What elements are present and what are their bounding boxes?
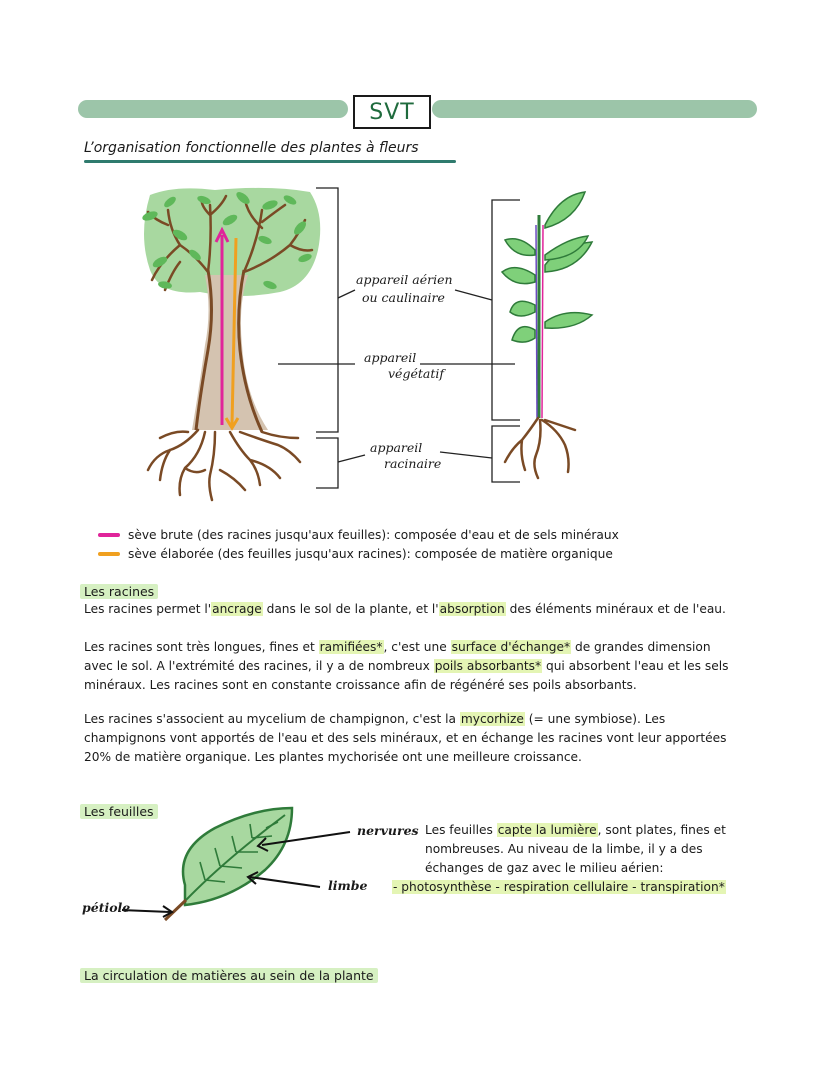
highlight-processes: - photosynthèse - respiration cellulaire - transpiration* xyxy=(393,880,725,894)
page-title: SVT xyxy=(353,95,431,129)
racines-paragraph-1 xyxy=(84,600,784,619)
label-ou-caulinaire: ou caulinaire xyxy=(362,290,445,305)
text-line: champignons vont apportés de l'eau et des sels minéraux, et en échange les racines vont leur apportées xyxy=(84,731,727,745)
text-line xyxy=(425,821,755,840)
label-appareil-aerien: appareil aérien xyxy=(356,272,453,287)
label-limbe: limbe xyxy=(328,878,368,893)
text-line: 20% de matière organique. Les plantes mychorisée ont une meilleure croissance. xyxy=(84,750,582,764)
header-bar-right xyxy=(432,100,757,118)
text-run: avec le sol. A l'extrémité des racines, il y a de nombreux xyxy=(84,659,434,673)
legend-swatch-brute xyxy=(98,533,120,537)
text-run: des éléments minéraux et de l'eau. xyxy=(505,602,726,616)
feuilles-processes xyxy=(392,878,726,897)
tree-illustration xyxy=(141,188,320,500)
text-run: Les racines sont très longues, fines et xyxy=(84,640,319,654)
text-line: échanges de gaz avec le milieu aérien: xyxy=(425,861,664,875)
legend-brute: sève brute (des racines jusqu'aux feuilles): composée d'eau et de sels minéraux xyxy=(128,528,619,542)
highlight-poils-absorbants: poils absorbants* xyxy=(434,659,542,673)
label-nervures: nervures xyxy=(357,823,419,838)
section-title-feuilles: Les feuilles xyxy=(80,804,158,819)
section-title-racines: Les racines xyxy=(80,584,158,599)
legend-elaboree: sève élaborée (des feuilles jusqu'aux racines): composée de matière organique xyxy=(128,547,613,561)
highlight-capte-lumiere: capte la lumière xyxy=(497,823,597,837)
label-petiole: pétiole xyxy=(82,900,131,915)
label-racinaire: racinaire xyxy=(384,456,442,471)
section-subtitle: L’organisation fonctionnelle des plantes à fleurs xyxy=(84,140,419,156)
text-run: qui absorbent l'eau et les sels xyxy=(542,659,729,673)
small-plant-illustration xyxy=(502,192,592,478)
highlight-absorption: absorption xyxy=(439,602,505,616)
racines-paragraph-2 xyxy=(84,638,784,695)
highlight-surface-echange: surface d'échange* xyxy=(451,640,571,654)
section-title-circulation: La circulation de matières au sein de la plante xyxy=(80,968,378,983)
text-line xyxy=(84,657,784,676)
text-run: de grandes dimension xyxy=(571,640,711,654)
feuilles-text xyxy=(425,821,755,878)
text-run: Les feuilles xyxy=(425,823,497,837)
label-appareil-vegetatif: appareil xyxy=(364,350,417,365)
label-appareil-racinaire: appareil xyxy=(370,440,423,455)
subtitle-underline xyxy=(84,160,456,163)
text-run: Les racines s'associent au mycelium de champignon, c'est la xyxy=(84,712,460,726)
text-run: (= une symbiose). Les xyxy=(524,712,666,726)
highlight-ancrage: ancrage xyxy=(212,602,262,616)
text-line: minéraux. Les racines sont en constante croissance afin de régénéré ses poils absorbants. xyxy=(84,678,637,692)
highlight-mycorhize: mycorhize xyxy=(460,712,524,726)
legend-swatch-elaboree xyxy=(98,552,120,556)
text-line xyxy=(84,710,784,729)
header-bar-left xyxy=(78,100,348,118)
text-line xyxy=(84,638,784,657)
label-vegetatif: végétatif xyxy=(388,366,444,381)
text-run: Les racines permet l' xyxy=(84,602,212,616)
highlight-ramifiees: ramifiées* xyxy=(319,640,383,654)
text-run: dans le sol de la plante, et l' xyxy=(262,602,439,616)
text-run: , c'est une xyxy=(383,640,451,654)
leaf-diagram xyxy=(0,800,420,930)
racines-paragraph-3 xyxy=(84,710,784,767)
text-line: nombreuses. Au niveau de la limbe, il y a des xyxy=(425,842,703,856)
text-run: , sont plates, fines et xyxy=(597,823,726,837)
